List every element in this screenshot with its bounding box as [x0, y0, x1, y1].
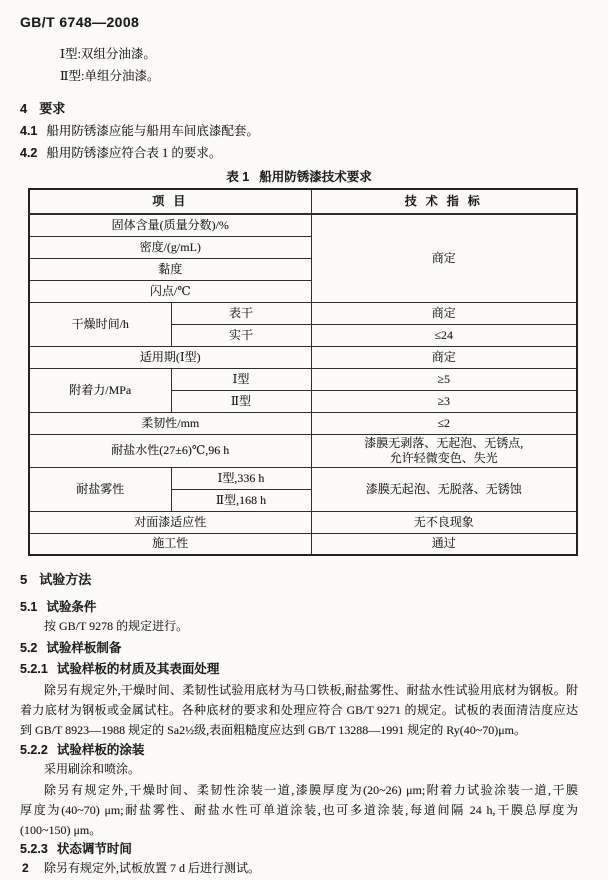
paragraph-5-2-2-line2: 厚度为(40~70) μm;耐盐雾性、耐盐水性可单道涂装,也可多道涂装,每道间隔 24 h,干膜总厚度为 [20, 803, 578, 817]
paragraph-5-2-2 [20, 780, 578, 840]
clause-4-1-text: 船用防锈漆应能与船用车间底漆配套。 [46, 124, 259, 138]
cell-salt-spray-resistance: 耐盐雾性 [29, 467, 171, 511]
cell-spec-pot-life: 商定 [311, 346, 577, 368]
clause-4-2 [20, 145, 578, 161]
heading-5-2-1-title: 试验样板的材质及其表面处理 [56, 662, 220, 676]
section-5-heading [20, 569, 578, 588]
heading-5-2-title: 试验样板制备 [46, 641, 122, 655]
heading-5-2-1-number: 5.2.1 [20, 662, 48, 676]
clause-4-2-number: 4.2 [20, 146, 38, 160]
paragraph-5-2-2-line3: (100~150) μm。 [20, 823, 102, 837]
heading-5-1-number: 5.1 [20, 600, 38, 614]
section-4-title: 要求 [39, 101, 66, 116]
clause-4-1 [20, 123, 578, 139]
cell-spec-negotiated-group: 商定 [311, 214, 577, 302]
body-5-2-2-intro: 采用刷涂和喷涂。 [44, 762, 141, 776]
paragraph-5-2-1-line2: 着力底材为钢板或金属试柱。各种底材的要求和处理应符合 GB/T 9271 的规定。试板的表面清洁度应达 [20, 703, 578, 717]
paragraph-5-2-2-line1: 除另有规定外,干燥时间、柔韧性涂装一道,漆膜厚度为(20~26) μm;附着力试验涂装一道,干膜 [44, 783, 578, 797]
cell-spec-topcoat: 无不良现象 [311, 511, 577, 533]
cell-spec-salt-spray: 漆膜无起泡、无脱落、无锈蚀 [311, 467, 577, 511]
table-1-caption-label: 表 1 [226, 170, 250, 184]
cell-spec-workability: 通过 [311, 533, 577, 555]
heading-5-2-3-number: 5.2.3 [20, 842, 48, 856]
paragraph-5-2-1-line3: 到 GB/T 8923—1988 规定的 Sa2½级,表面粗糙度应达到 GB/T 13288—1991 规定的 Ry(40~70)μm。 [20, 723, 527, 737]
type-1-line: Ⅰ型:双组分油漆。 [60, 47, 156, 61]
cell-spec-salt-water [311, 434, 577, 467]
cell-pot-life: 适用期(Ⅰ型) [29, 346, 311, 368]
body-5-2-3: 除另有规定外,试板放置 7 d 后进行测试。 [44, 861, 261, 875]
cell-flash-point: 闪点/℃ [29, 280, 311, 302]
cell-spec-salt-water-line1: 漆膜无剥落、无起泡、无锈点, [364, 435, 524, 450]
heading-5-2-2-title: 试验样板的涂装 [56, 743, 145, 757]
heading-5-2-2-number: 5.2.2 [20, 743, 48, 757]
cell-adhesion: 附着力/MPa [29, 368, 171, 412]
cell-adhesion-type2: Ⅱ型 [171, 390, 311, 412]
cell-surface-dry: 表干 [171, 302, 311, 324]
clause-4-2-text: 船用防锈漆应符合表 1 的要求。 [46, 146, 222, 160]
requirements-table [28, 188, 578, 556]
cell-spec-hard-dry: ≤24 [311, 324, 577, 346]
cell-viscosity: 黏度 [29, 258, 311, 280]
clause-4-1-number: 4.1 [20, 124, 38, 138]
cell-adhesion-type1: Ⅰ型 [171, 368, 311, 390]
column-header-item: 项 目 [29, 189, 311, 214]
table-1-caption-title: 船用防锈漆技术要求 [259, 170, 372, 184]
cell-salt-water-resistance: 耐盐水性(27±6)℃,96 h [29, 434, 311, 467]
heading-5-2 [20, 640, 578, 656]
cell-salt-spray-type1: Ⅰ型,336 h [171, 467, 311, 489]
heading-5-2-number: 5.2 [20, 641, 38, 655]
heading-5-1 [20, 599, 578, 615]
cell-spec-flexibility: ≤2 [311, 412, 577, 434]
cell-spec-adhesion-type1: ≥5 [311, 368, 577, 390]
cell-density: 密度/(g/mL) [29, 236, 311, 258]
section-5-number: 5 [20, 572, 28, 587]
heading-5-2-3-title: 状态调节时间 [56, 842, 132, 856]
cell-topcoat-compatibility: 对面漆适应性 [29, 511, 311, 533]
section-4-heading [20, 98, 578, 117]
cell-spec-surface-dry: 商定 [311, 302, 577, 324]
heading-5-1-title: 试验条件 [46, 600, 97, 614]
cell-hard-dry: 实干 [171, 324, 311, 346]
paint-type-definitions [60, 43, 578, 87]
heading-5-2-3 [20, 841, 578, 857]
section-5-title: 试验方法 [39, 572, 92, 587]
cell-salt-spray-type2: Ⅱ型,168 h [171, 489, 311, 511]
section-4-number: 4 [20, 101, 28, 116]
paragraph-5-2-1 [20, 680, 578, 740]
table-1-caption [20, 167, 578, 185]
standard-number: GB/T 6748—2008 [20, 14, 140, 30]
cell-drying-time: 干燥时间/h [29, 302, 171, 346]
heading-5-2-2 [20, 742, 578, 758]
cell-workability: 施工性 [29, 533, 311, 555]
cell-flexibility: 柔韧性/mm [29, 412, 311, 434]
page-number: 2 [22, 861, 29, 875]
paragraph-5-2-1-line1: 除另有规定外,干燥时间、柔韧性试验用底材为马口铁板,耐盐雾性、耐盐水性试验用底材为钢板。附 [44, 683, 578, 697]
body-5-1: 按 GB/T 9278 的规定进行。 [44, 619, 189, 633]
cell-spec-salt-water-line2: 允许轻微变色、失光 [389, 450, 498, 465]
column-header-spec: 技 术 指 标 [311, 189, 577, 214]
heading-5-2-1 [20, 661, 578, 677]
cell-spec-adhesion-type2: ≥3 [311, 390, 577, 412]
cell-solid-content: 固体含量(质量分数)/% [29, 214, 311, 236]
type-2-line: Ⅱ型:单组分油漆。 [60, 69, 160, 83]
